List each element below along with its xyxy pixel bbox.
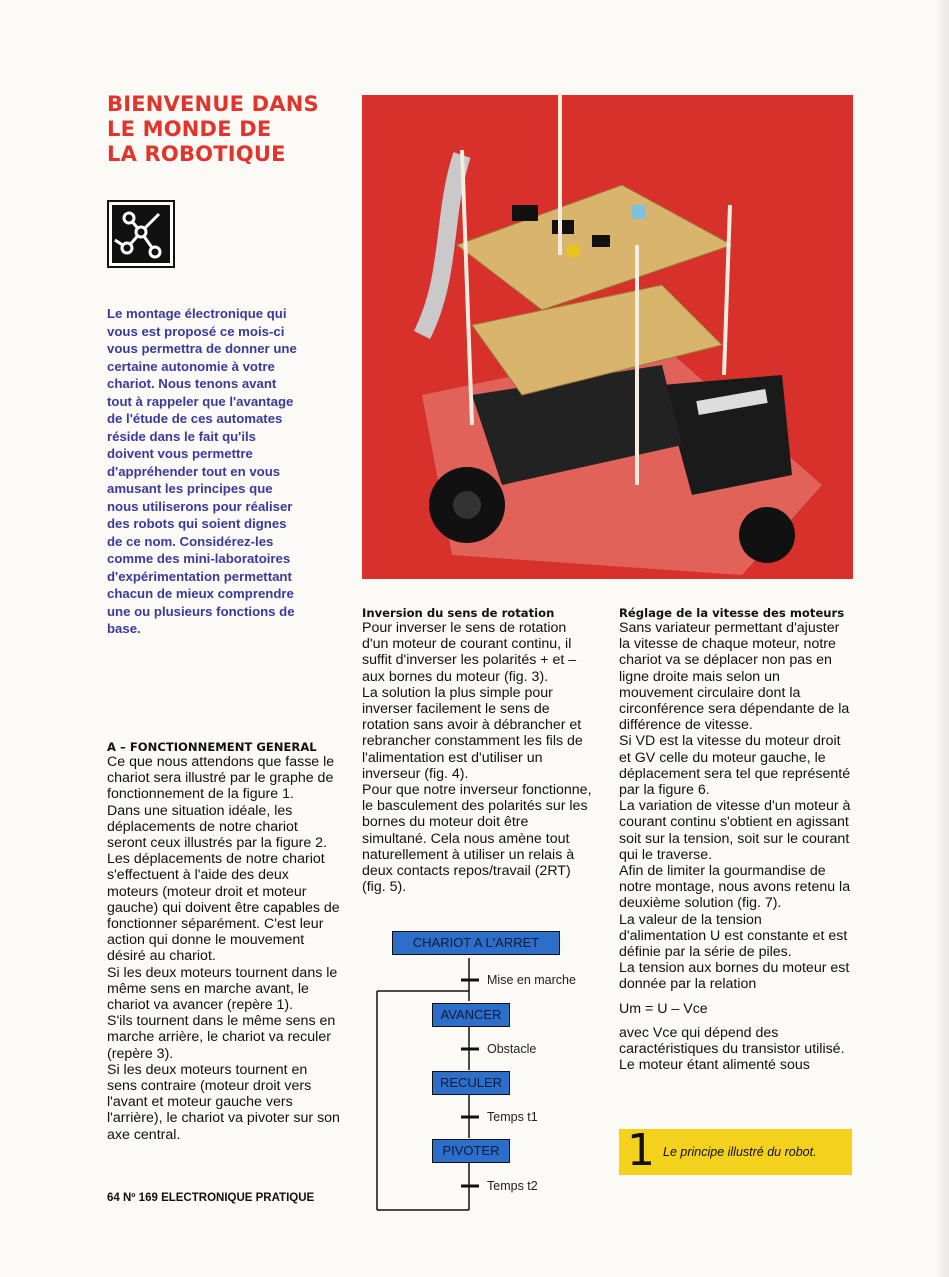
paragraph: La solution la plus simple pour inverser facilement le sens de rotation sans avoir à débrancher et rebrancher constamment les fils de l'alimentation est d'utiliser un inverseur (fig. 4). — [362, 684, 583, 782]
paragraph: Sans variateur permettant d'ajuster la vitesse de chaque moteur, notre chariot va se déplacer non pas en ligne droite mais selon un mouvement circulaire dont la circonférence sera dépendante de la différence de vitesse. — [619, 620, 850, 734]
grafcet-links — [375, 925, 605, 1215]
section-heading: Inversion du sens de rotation — [362, 606, 555, 620]
paragraph: Pour que notre inverseur fonctionne, le basculement des polarités sur les bornes du moteur doit être simultané. Cela nous amène tout naturellement à utiliser un relais à deux contacts repos/travail (2RT) (fig. 5). — [362, 782, 592, 896]
column-3 — [619, 606, 852, 1073]
paragraph: Si VD est la vitesse du moteur droit et GV celle du moteur gauche, le déplacement sera tel que représenté par la figure 6. — [619, 733, 851, 799]
article-title — [107, 92, 347, 167]
grafcet-diagram — [375, 925, 605, 1215]
column-2 — [362, 606, 595, 895]
transition-label: Temps t1 — [487, 1110, 538, 1124]
section-heading: Réglage de la vitesse des moteurs — [619, 606, 845, 620]
transition-label: Temps t2 — [487, 1179, 538, 1193]
page-edge — [936, 0, 949, 1277]
figure-caption — [619, 1125, 852, 1176]
paragraph: La valeur de la tension d'alimentation U est constante et est définie par la série de piles. — [619, 911, 848, 961]
paragraph: Dans une situation idéale, les déplacements de notre chariot seront ceux illustrés par la figure 2. — [107, 802, 328, 852]
paragraph: Pour inverser le sens de rotation d'un moteur de courant continu, il suffit d'inverser les polarités + et – aux bornes du moteur (fig. 3). — [362, 620, 577, 685]
transition-label: Mise en marche — [487, 973, 576, 987]
title-line-2: LE MONDE DE — [107, 117, 272, 141]
grafcet-step-stopped: CHARIOT A L'ARRET — [392, 931, 560, 955]
grafcet-step-forward: AVANCER — [432, 1003, 510, 1027]
paragraph: Si les deux moteurs tournent en sens contraire (moteur droit vers l'avant et moteur gauche vers l'arrière), le chariot va pivoter sur son axe central. — [107, 1061, 340, 1143]
paragraph: Le moteur étant alimenté sous — [619, 1057, 810, 1074]
grafcet-step-backward: RECULER — [432, 1071, 510, 1095]
paragraph: Afin de limiter la gourmandise de notre montage, nous avons retenu la deuxième solution (fig. 7). — [619, 863, 851, 912]
paragraph: S'ils tournent dans le même sens en marche arrière, le chariot va reculer (repère 3). — [107, 1013, 336, 1062]
intro-paragraph: Le montage électronique qui vous est proposé ce mois-ci vous permettra de donner une certaine autonomie à votre chariot. Nous tenons avant tout à rappeler que l'avantage de l'étude de ces automates réside dans le fait qu'ils doivent vous permettre d'appréhender tout en vous amusant les principes que nous utiliserons pour réaliser des robots qui soient dignes de ce nom. Considérez-les comme des mini-laboratoires d'expérimentation permettant chacun de mieux comprendre une ou plusieurs fonctions de base. — [107, 306, 297, 636]
robot-link-icon — [107, 200, 175, 268]
grafcet-step-pivot: PIVOTER — [432, 1139, 510, 1163]
paragraph: La tension aux bornes du moteur est donnée par la relation — [619, 960, 850, 993]
paragraph: Si les deux moteurs tournent dans le même sens en marche avant, le chariot va avancer (repère 1). — [107, 964, 338, 1014]
title-line-1: BIENVENUE DANS — [107, 92, 319, 116]
paragraph: La variation de vitesse d'un moteur à courant continu s'obtient en agissant soit sur la tension, soit sur le courant qui le traverse. — [619, 798, 851, 863]
figure-caption-text: Le principe illustré du robot. — [663, 1145, 817, 1159]
title-line-3: LA ROBOTIQUE — [107, 142, 286, 166]
column-1 — [107, 740, 341, 1143]
formula: Um = U – Vce — [619, 1000, 708, 1017]
figure-number: 1 — [627, 1125, 655, 1176]
robot-photo — [362, 95, 853, 579]
paragraph: avec Vce qui dépend des caractéristiques du transistor utilisé. — [619, 1024, 845, 1058]
paragraph: Les déplacements de notre chariot s'effectuent à l'aide des deux moteurs (moteur droit et moteur gauche) qui doivent être capables de fonctionner séparément. C'est leur action qui donne le mouvement désiré au chariot. — [107, 851, 340, 965]
transition-label: Obstacle — [487, 1042, 537, 1056]
page-footer: 64 Nº 169 ELECTRONIQUE PRATIQUE — [107, 1192, 315, 1204]
paragraph: Ce que nous attendons que fasse le chariot sera illustré par le graphe de fonctionnement de la figure 1. — [107, 754, 335, 803]
section-heading: A – FONCTIONNEMENT GENERAL — [107, 740, 317, 754]
